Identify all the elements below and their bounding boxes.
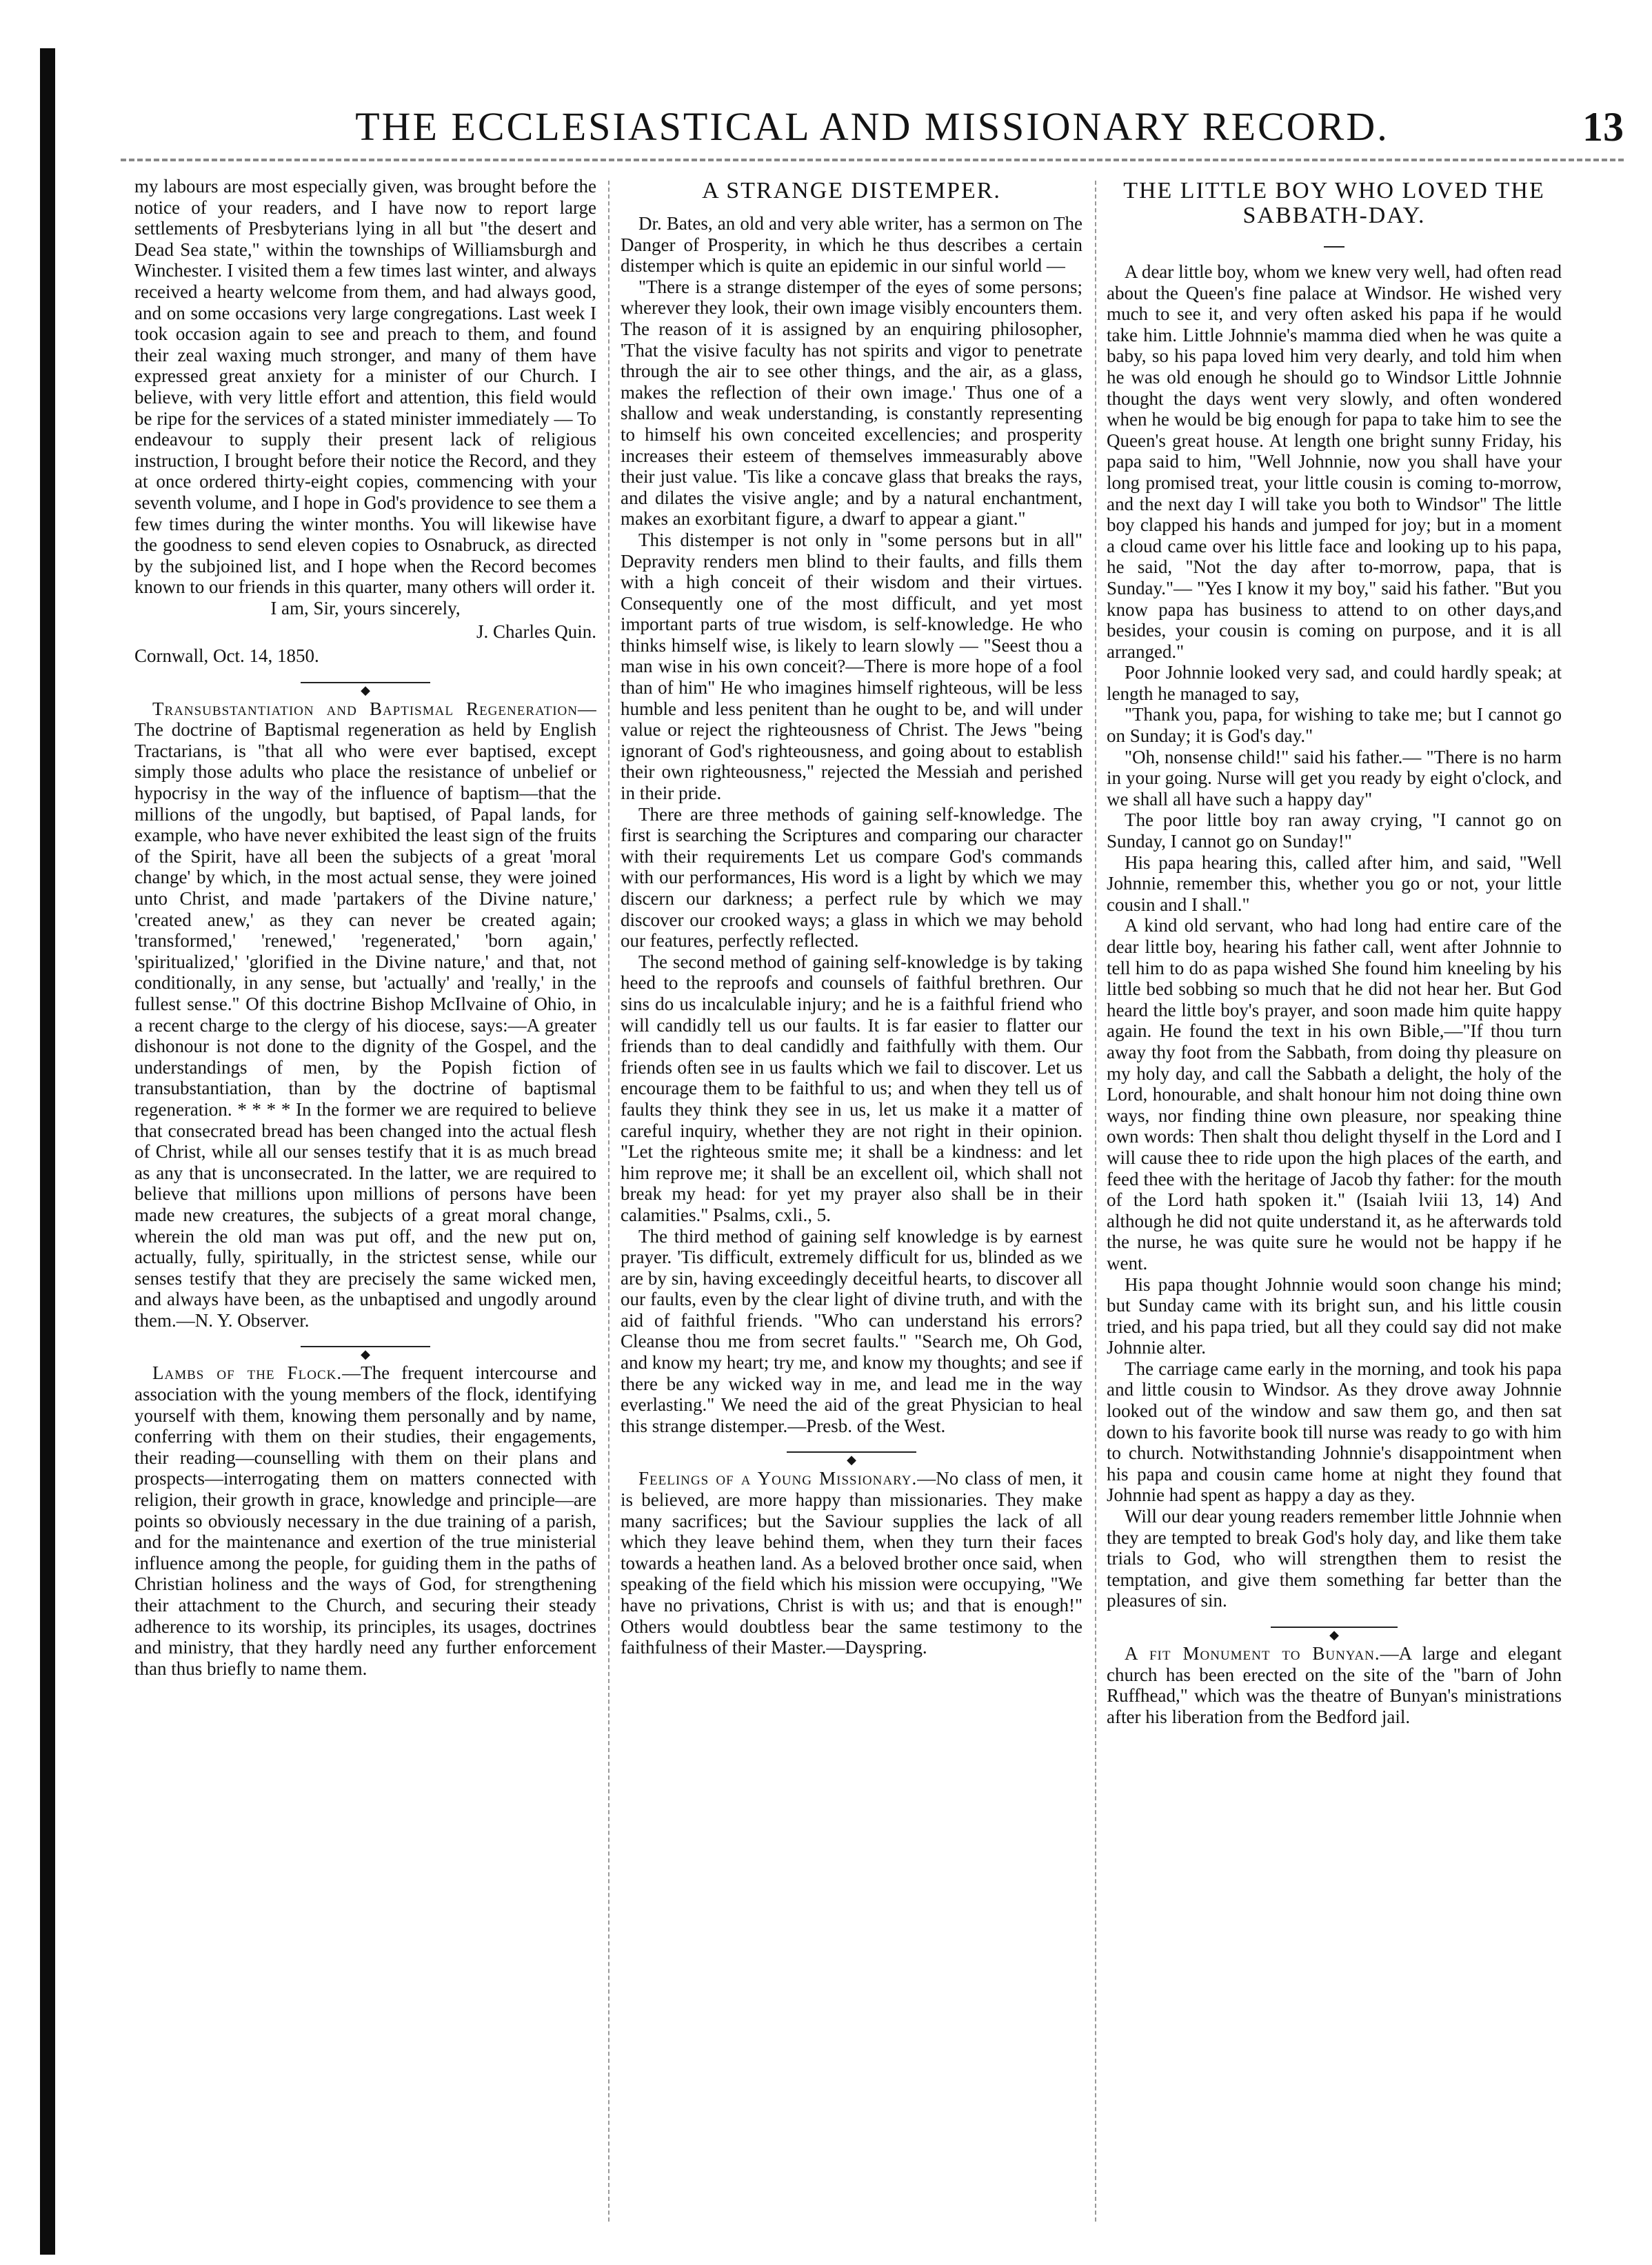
paragraph: A dear little boy, whom we knew very well, had often read about the Queen's fine palace at Windsor. He wished very much to see it, and very often asked his papa if he would take him. Little Johnnie's mamma died when he was quite a baby, so his papa loved him very dearly, and told him when he was old enough he should go to Windsor Little Johnnie thought the days went very slowly, and often wondered when he would be big enough for papa to take him to see the Queen's great house. At length one bright sunny Friday, his papa said to him, "Well Johnnie, now you shall have your long promised treat, your little cousin is coming to-morrow, and the next day I will take you both to Windsor" The little boy clapped his hands and jumped for joy; but in a moment a cloud came over his little face and looking up to his papa, he said, "Not the day after to-morrow, papa, that is Sunday."— "Yes I know it my boy," said his father. "But you know papa has business to attend to on other days,and besides, your cousin is coming on purpose, and it is all arranged." bbox=[1107, 261, 1562, 662]
paragraph: A kind old servant, who had long had entire care of the dear little boy, hearing his father call, went after Johnnie to tell him to do as papa wished She found him kneeling by his little bed sobbing so much that he did not hear her. But God heard the little boy's prayer, and soon made him quite happy again. He found the text in his own Bible,—"If thou turn away thy foot from the Sabbath, from doing thy pleasure on my holy day, and call the Sabbath a delight, the holy of the Lord, honourable, and shalt honour him not doing thine own ways, nor finding thine own pleasure, nor speaking thine own words: Then shalt thou delight thyself in the Lord and I will cause thee to ride upon the high places of the earth, and feed thee with the heritage of Jacob thy father: for the mouth of the Lord hath spoken it." (Isaiah lviii 13, 14) And although he did not quite understand it, as he afterwards told the nurse, he was quite sure he would not be happy if he went. bbox=[1107, 915, 1562, 1274]
letter-signoff: I am, Sir, yours sincerely, bbox=[270, 597, 461, 618]
feelings-article bbox=[621, 1468, 1082, 1658]
binding-edge bbox=[40, 48, 55, 2255]
header-rule bbox=[121, 159, 1624, 164]
paragraph: His papa thought Johnnie would soon change his mind; but Sunday came with its bright sun, and his little cousin tried, and his papa tried, but all they could say did not make Johnnie alter. bbox=[1107, 1274, 1562, 1358]
paragraph: "There is a strange distemper of the eyes of some persons; wherever they look, their own image visibly encounters them. The reason of it is assigned by an enquiring philosopher, 'That the visive faculty has not spirits and vigor to penetrate through the air to see other things, and the air, as a glass, makes the reflection of their own image.' Thus one of a shallow and weak understanding, is constantly representing to himself his own conceited excellencies; and prosperity increases their esteem of themselves immeasurably above their just value. 'Tis like a concave glass that breaks the rays, and dilates the visive angle; and by a natural enchantment, makes an exorbitant figure, a dwarf to appear a giant." bbox=[621, 276, 1082, 530]
article-body: —A large and elegant church has been erected on the site of the "barn of John Ruffhead," which was the theatre of Bunyan's ministrations after his liberation from the Bedford jail. bbox=[1107, 1643, 1562, 1727]
article-separator: ◆ bbox=[621, 1447, 1082, 1456]
page-header bbox=[121, 103, 1624, 152]
column-3 bbox=[1107, 176, 1562, 2237]
article-heading: THE LITTLE BOY WHO LOVED THE SABBATH-DAY. bbox=[1123, 178, 1545, 228]
paragraph: This distemper is not only in "some persons but in all" Depravity renders men blind to their faults, and fills them with a high conceit of their wisdom and their virtues. Consequently one of the most difficult, and yet most important parts of true wisdom, is self-knowledge. He who thinks himself wise, is likely to learn slowly — "Seest thou a man wise in his own conceit?—There is more hope of a fool than of him" He who imagines himself righteous, will be less humble and less penitent than he ought to be, and will under value or reject the righteousness of Christ. The Jews "being ignorant of God's righteousness, and going about to establish their own righteousness," rejected the Messiah and perished in their pride. bbox=[621, 529, 1082, 804]
article-lead: Transubstantiation and Baptismal Regeneration bbox=[152, 698, 578, 719]
paragraph: Dr. Bates, an old and very able writer, has a sermon on The Danger of Prosperity, in which he thus describes a certain distemper which is quite an epidemic in our sinful world — bbox=[621, 213, 1082, 276]
article-separator: ◆ bbox=[1107, 1622, 1562, 1631]
article-lead: A fit Monument to Bunyan. bbox=[1125, 1643, 1380, 1664]
bunyan-article bbox=[1107, 1643, 1562, 1727]
paragraph: The poor little boy ran away crying, "I cannot go on Sunday, I cannot go on Sunday!" bbox=[1107, 809, 1562, 852]
paragraph: "Oh, nonsense child!" said his father.— "There is no harm in your going. Nurse will get you ready by eight o'clock, and we shall all have such a happy day" bbox=[1107, 746, 1562, 809]
article-body: —The doctrine of Baptismal regeneration as held by English Tractarians, is "that all who were ever baptised, except simply those adults who place the resistance of unbelief or hypocrisy in the way of the influence of baptism—that the millions of the ungodly, but baptised, of Papal lands, for example, who have never exhibited the least sign of the fruits of the Spirit, have all been the subjects of a great 'moral change' by which, in the most actual sense, they were joined unto Christ, and made 'partakers of the Divine nature,' 'created anew,' as they can never be created again; 'transformed,' 'renewed,' 'regenerated,' 'born again,' 'spiritualized,' 'glorified in the Divine nature,' and that, not conditionally, in any sense, but 'actually' and 'really,' in the fullest sense." Of this doctrine Bishop McIlvaine of Ohio, in a recent charge to the clergy of his diocese, says:—A greater dishonour is not done to the dignity of the Gospel, and the understandings of men, by the Popish fiction of transubstantiation, than by the doctrine of baptismal regeneration. * * * * In the former we are required to believe that consecrated bread has been changed into the actual flesh of Christ, while all our senses testify that it is as much bread as any that is unconsecrated. In the latter, we are required to believe that millions upon millions of persons have been made new creatures, the subjects of a great moral change, wherein the old man was put off, and the new put on, actually, fully, spiritually, in the strictest sense, while our senses testify that they are precisely the same wicked men, and always have been, as the unbaptised and ungodly around them.—N. Y. Observer. bbox=[134, 698, 596, 1331]
paragraph: There are three methods of gaining self-knowledge. The first is searching the Scriptures and comparing our character with their requirements Let us compare God's commands with our performances, His word is a light by which we may discern our darkness; a perfect rule by which we may discover our crooked ways; a glass in which we may behold our features, perfectly reflected. bbox=[621, 803, 1082, 952]
letter-text: my labours are most especially given, was brought before the notice of your readers, and I have now to report large settlements of Presbyterians lying in all but "the desert and Dead Sea state," within the townships of Williamsburgh and Winchester. I visited them a few times last winter, and always received a hearty welcome from them, and had always good, and on some occasions very large congregations. Last week I took occasion again to see and preach to them, and found their zeal waxing much stronger, and many of them have expressed great anxiety for a minister of our Church. I believe, with very little effort and attention, this field would be ripe for the services of a stated minister immediately — To endeavour to supply their present lack of religious instruction, I brought before their notice the Record, and they at once ordered thirty-eight copies, commencing with your seventh volume, and I hope in God's providence to see them a few times during the winter months. You will likewise have the goodness to send eleven copies to Osnabruck, as directed by the subjoined list, and I hope when the Record becomes known to our friends in this quarter, many others will order it. bbox=[134, 176, 596, 598]
article-separator: ◆ bbox=[134, 678, 596, 686]
paragraph: The second method of gaining self-knowledge is by taking heed to the reproofs and counsels of faithful brethren. Our sins do us incalculable injury; and he is a faithful friend who will candidly tell us our faults. It is far easier to flatter our friends than to deal candidly and faithfully with them. Our friends often see in us faults which we fail to discover. Let us encourage them to be faithful to us; and when they tell us of faults they think they see in us, let us make it a matter of careful inquiry, whether they are not right in their opinion. "Let the righteous smite me; it shall be a kindness: and let him reprove me; it shall be an excellent oil, which shall not break my head: for yet my prayer also shall be in their calamities." Psalms, cxli., 5. bbox=[621, 951, 1082, 1225]
heading-rule bbox=[1107, 238, 1562, 252]
column-1 bbox=[134, 176, 596, 2237]
transubstantiation-article bbox=[134, 698, 596, 1331]
article-lead: Lambs of the Flock. bbox=[152, 1362, 343, 1384]
article-body: —The frequent intercourse and association with the young members of the flock, identifying yourself with them, knowing them personally and by name, conferring with them on their studies, their engagements, their reading—counselling with them on their plans and prospects—interrogating them on matters connected with religion, their growth in grace, knowledge and principle—are points so obviously necessary in the due training of a parish, and for the maintenance and exertion of the true ministerial influence among the people, for guiding them in the paths of Christian holiness and the ways of God, for strengthening their attachment to the Church, and securing their steady adherence to its worship, its principles, its usages, doctrines and ministry, that they hardly need any further enforcement than thus briefly to name them. bbox=[134, 1362, 596, 1679]
article-heading: A STRANGE DISTEMPER. bbox=[702, 178, 1001, 203]
paragraph: The third method of gaining self knowledge is by earnest prayer. 'Tis difficult, extremely difficult for us, blinded as we are by sin, having exceedingly deceitful hearts, to discover all our faults, even by the clear light of divine truth, and with the aid of faithful friends. "Who can understand his errors? Cleanse thou me from secret faults." "Search me, Oh God, and know my heart; try me, and know my thoughts; and see if there be any wicked way in me, and lead me in the way everlasting." We need the aid of the great Physician to heal this strange distemper.—Presb. of the West. bbox=[621, 1225, 1082, 1436]
article-body: —No class of men, it is believed, are more happy than missionaries. They make many sacrifices; but the Saviour supplies the lack of all which they leave behind them, when they turn their faces towards a heathen land. As a beloved brother once said, when speaking of the field which his mission were occupying, "We have no privations, Christ is with us; and that is enough!" Others would doubtless bear the same testimony to the faithfulness of their Master.—Dayspring. bbox=[621, 1468, 1082, 1658]
lambs-article bbox=[134, 1362, 596, 1679]
column-divider bbox=[1095, 181, 1098, 2222]
letter-dateline: Cornwall, Oct. 14, 1850. bbox=[134, 645, 319, 667]
paragraph: Will our dear young readers remember little Johnnie when they are tempted to break God's holy day, and like them take trials to God, who will strengthen them to resist the temptation, and give them something far better than the pleasures of sin. bbox=[1107, 1506, 1562, 1611]
column-divider bbox=[608, 181, 611, 2222]
paragraph: His papa hearing this, called after him, and said, "Well Johnnie, remember this, whether you go or not, your little cousin and I shall." bbox=[1107, 852, 1562, 915]
paragraph: The carriage came early in the morning, and took his papa and little cousin to Windsor. As they drove away Johnnie looked out of the window and saw them go, and then sat down to his favorite book till nurse was ready to go with him to church. Notwithstanding Johnnie's disappointment when his papa and cousin came home at night they found that Johnnie had spent as happy a day as they. bbox=[1107, 1358, 1562, 1506]
letter-signature: J. Charles Quin. bbox=[476, 621, 596, 643]
page-number: 13 bbox=[1582, 104, 1624, 150]
article-separator: ◆ bbox=[134, 1342, 596, 1350]
column-2 bbox=[621, 176, 1082, 2237]
publication-title: THE ECCLESIASTICAL AND MISSIONARY RECORD. bbox=[355, 104, 1389, 149]
article-lead: Feelings of a Young Missionary. bbox=[638, 1468, 918, 1489]
paragraph: "Thank you, papa, for wishing to take me; but I cannot go on Sunday; it is God's day." bbox=[1107, 704, 1562, 747]
paragraph: Poor Johnnie looked very sad, and could hardly speak; at length he managed to say, bbox=[1107, 662, 1562, 704]
